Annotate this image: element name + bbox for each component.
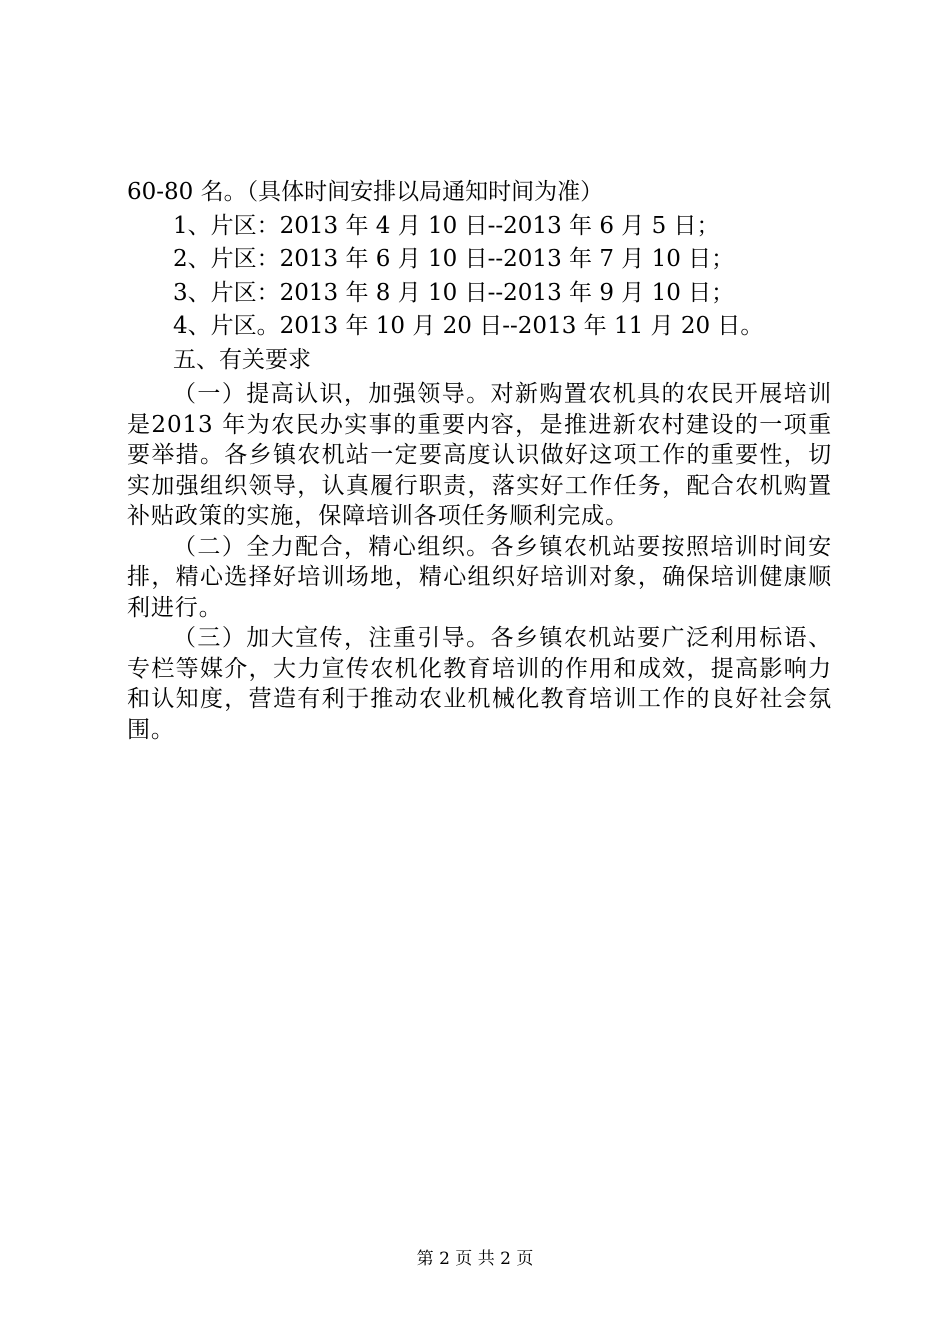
schedule-item-3: 3、片区：2013 年 8 月 10 日--2013 年 9 月 10 日； [173,279,735,306]
schedule-item-1: 1、片区：2013 年 4 月 10 日--2013 年 6 月 5 日； [173,212,720,239]
schedule-item-4: 4、片区。2013 年 10 月 20 日--2013 年 11 月 20 日。 [173,313,764,339]
page-number: 第 2 页 共 2 页 [416,1249,534,1269]
document-body [127,176,832,745]
continuation-line: 60-80 名。（具体时间安排以局通知时间为准） [127,179,604,205]
page-footer [0,1244,950,1269]
schedule-item-2: 2、片区：2013 年 6 月 10 日--2013 年 7 月 10 日； [173,246,735,272]
requirements-list [127,379,832,745]
requirement-paragraph-1: （一）提高认识，加强领导。对新购置农机具的农民开展培训是2013 年为农民办实事的重要内容，是推进新农村建设的一项重要举措。各乡镇农机站一定要高度认识做好这项工作的重要性，切实加强组织领导，认真履行职责，落实好工作任务，配合农机购置补贴政策的实施，保障培训各项任务顺利完成。 [127,381,832,529]
requirement-paragraph-2: （二）全力配合，精心组织。各乡镇农机站要按照培训时间安排，精心选择好培训场地，精心组织好培训对象，确保培训健康顺利进行。 [127,533,832,621]
section-heading: 五、有关要求 [173,346,311,373]
requirement-paragraph-3: （三）加大宣传，注重引导。各乡镇农机站要广泛利用标语、专栏等媒介，大力宣传农机化教育培训的作用和成效，提高影响力和认知度，营造有利于推动农业机械化教育培训工作的良好社会氛围。 [127,625,832,743]
